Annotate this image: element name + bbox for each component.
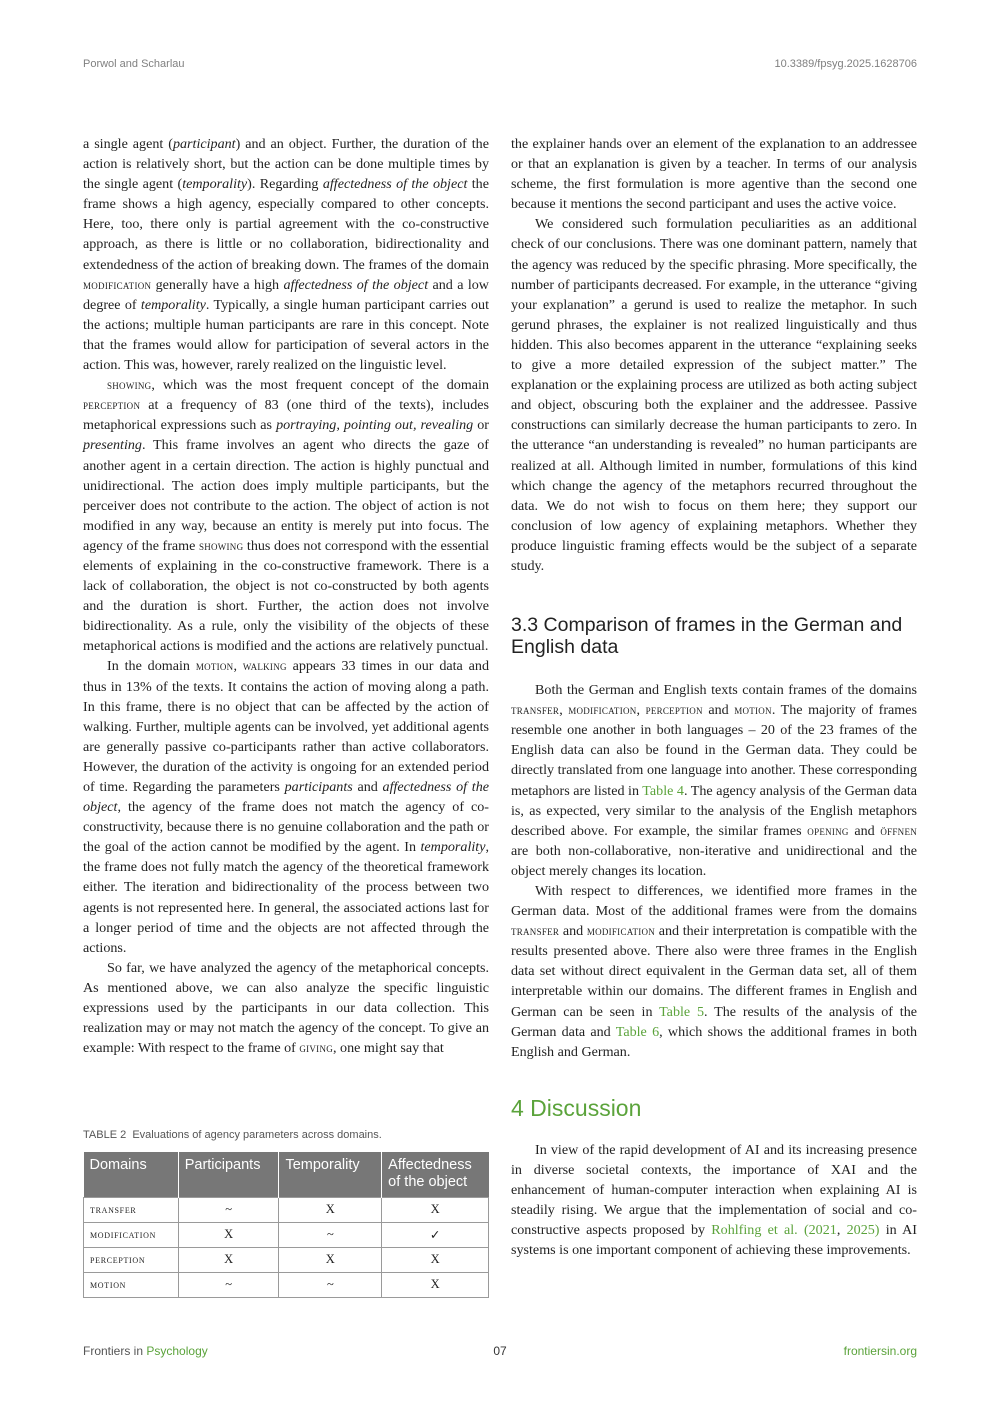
header-authors: Porwol and Scharlau <box>83 58 185 70</box>
column-header: Participants <box>178 1152 279 1197</box>
paragraph-differences: With respect to differences, we identified more frames in the German data. Most of the additional frames were from the domains transfer and modification and their interpretation is compatible with the results presented above. There also were three frames in the English data set without direct equivalent in the German data set, all of them interpretable within our domains. The different frames in English and German can be seen in Table 5. The results of the analysis of the German data and Table 6, which shows the additional frames in both English and German. <box>511 883 918 1060</box>
table-cell: X <box>382 1197 489 1222</box>
left-column <box>83 134 489 1058</box>
section-heading: 3.3 Comparison of frames in the German and English data <box>511 614 903 659</box>
column-header: Affectedness of the object <box>382 1152 489 1197</box>
right-column <box>511 134 917 1260</box>
footer-journal[interactable]: Frontiers in Psychology <box>83 1344 208 1358</box>
running-header <box>83 58 917 70</box>
column-header: Domains <box>84 1152 179 1197</box>
table-cell: X <box>382 1247 489 1272</box>
header-doi[interactable]: 10.3389/fpsyg.2025.1628706 <box>774 58 917 70</box>
footer-site-link[interactable]: frontiersin.org <box>843 1344 917 1358</box>
discussion-heading: 4 Discussion <box>511 1094 642 1121</box>
table-cell: X <box>178 1222 279 1247</box>
table-cell: X <box>382 1272 489 1297</box>
table-row <box>84 1247 489 1272</box>
paragraph-discussion: In view of the rapid development of AI and its increasing presence in diverse societal contexts, the importance of XAI and the enhancement of human-computer interaction when explaining AI is steadily rising. We argue that the implementation of social and co-constructive aspects proposed by Rohlfing et al. (2021, 2025) in AI systems is one important component of achieving these improvements. <box>511 1141 918 1259</box>
table-row <box>84 1222 489 1247</box>
table-cell: motion <box>84 1272 179 1297</box>
table-cell: X <box>279 1197 382 1222</box>
paragraph-linguistic-expressions: So far, we have analyzed the agency of the metaphorical concepts. As mentioned above, we can also analyze the specific linguistic expressions used by the participants in our data collection. This realization may or may not match the agency of the concept. To give an example: With respect to the frame of giving, one might say that <box>83 959 489 1057</box>
column-header: Temporality <box>279 1152 382 1197</box>
table-cell: modification <box>84 1222 179 1247</box>
footer <box>83 1344 917 1358</box>
table-cell: ~ <box>178 1272 279 1297</box>
table-5-link[interactable]: Table 5 <box>659 1003 705 1020</box>
paragraph-motion: In the domain motion, walking appears 33 times in our data and thus in 13% of the texts. It contains the action of moving along a path. In this frame, there is no object that can be affected by the action of walking. Further, multiple agents can be involved, yet additional agents are generally passive co-participants rather than active collaborators. However, the duration of the activity is ongoing for an extended period of time. Regarding the parameters participants and affectedness of the object, the agency of the frame does not match the agency of co-constructivity, because there is no genuine collaboration and the path or the goal of the action cannot be modified by the agent. In temporality, the frame does not fully match the agency of the theoretical framework either. The iteration and bidirectionality of the process between two agents is not represented here. In general, the associated actions last for a longer period of time and the objects are not affected through the actions. <box>83 658 490 956</box>
table-6-link[interactable]: Table 6 <box>615 1023 660 1040</box>
table-cell: X <box>178 1247 279 1272</box>
paragraph-showing: showing, which was the most frequent concept of the domain perception at a frequency of 83 (one third of the texts), includes metaphorical expressions such as portraying, pointing out, revealing or presenting. This frame involves an agent who directs the gaze of another agent in a certain direction. The action is highly punctual and unidirectional. The action does imply multiple participants, but the perceiver does not contribute to the action. The object of action is not modified in any way, because an entity is merely put into focus. The agency of the frame showing thus does not correspond with the essential elements of explaining in the co-constructive framework. There is a lack of collaboration, the object is not co-constructed by both agents and the duration is short. Further, the action does not involve bidirectionality. As a rule, only the visibility of the objects of these metaphorical actions is modified and the actions are relatively punctual. <box>83 377 489 655</box>
paragraph-participant: a single agent (participant) and an object. Further, the duration of the action is relatively short, but the action can be done multiple times by the single agent (temporality). Regarding affectedness of the object the frame shows a high agency, especially compared to other concepts. Here, too, there only is partial agreement with the co-constructive approach, as there is little or no collaboration, bidirectionality and extendedness of the action of breaking down. The frames of the domain modification generally have a high affectedness of the object and a low degree of temporality. Typically, a single human participant carries out the actions; multiple human participants are rare in this concept. Note that the frames would allow for participation of several actors in the action. This was, however, rarely realized on the linguistic level. <box>83 136 490 374</box>
table-cell: ~ <box>178 1197 279 1222</box>
agency-table <box>83 1152 489 1298</box>
citation-link-2025[interactable]: 2025) <box>846 1222 880 1239</box>
paragraph-comparison: Both the German and English texts contain frames of the domains transfer, modification, perception and motion. The majority of frames resemble one another in both languages – 20 of the 23 frames of the English data can also be found in the German data. They could be directly translated from one language into another. These corresponding metaphors are listed in Table 4. The agency analysis of the German data is, as expected, very similar to the analysis of the English metaphors described above. For example, the similar frames opening and öffnen are both non-collaborative, non-iterative and unidirectional and the object merely changes its location. <box>511 682 918 879</box>
table-cell: X <box>279 1247 382 1272</box>
table-row <box>84 1197 489 1222</box>
table-header-row <box>84 1152 489 1197</box>
paragraph-explainer: the explainer hands over an element of the explanation to an addressee or that an explanation is given by a teacher. In terms of our analysis scheme, the first formulation is more agentive than the second one because it mentions the second participant and uses the active voice. <box>511 136 917 213</box>
table-row <box>84 1272 489 1297</box>
page-number: 07 <box>493 1344 507 1358</box>
table-cell: ✓ <box>382 1222 489 1247</box>
table-caption: TABLE 2 Evaluations of agency parameters across domains. <box>83 1129 382 1141</box>
table-cell: perception <box>84 1247 179 1272</box>
paragraph-formulation: We considered such formulation peculiarities as an additional check of our conclusions. There was one dominant pattern, namely that the agency was reduced by the specific phrasing. More specifically, the number of participants decreased. For example, in the utterance “giving your explanation” a gerund is used to realize the metaphor. In such gerund phrases, the explainer is not realized linguistically and thus hidden. This also becomes apparent in the utterance “explaining seeks to give a more detailed expression of the subject matter.” The explanation or the explaining process are utilized as both acting subject and object, obscuring both the explainer and the addressee. Passive constructions can similarly decrease the human participants to zero. In the utterance “an understanding is revealed” no human participants are realized at all. Although limited in number, formulations of this kind which change the agency of the metaphors recurred throughout the data. We do not wish to focus on them here; they support our conclusion of low agency of explaining metaphors. Whether they produce linguistic framing effects would be the subject of a separate study. <box>511 216 917 574</box>
table-4-link[interactable]: Table 4 <box>642 782 684 799</box>
citation-link-2021[interactable]: Rohlfing et al. (2021 <box>711 1222 837 1239</box>
table-cell: ~ <box>279 1272 382 1297</box>
table-cell: transfer <box>84 1197 179 1222</box>
table-cell: ~ <box>279 1222 382 1247</box>
